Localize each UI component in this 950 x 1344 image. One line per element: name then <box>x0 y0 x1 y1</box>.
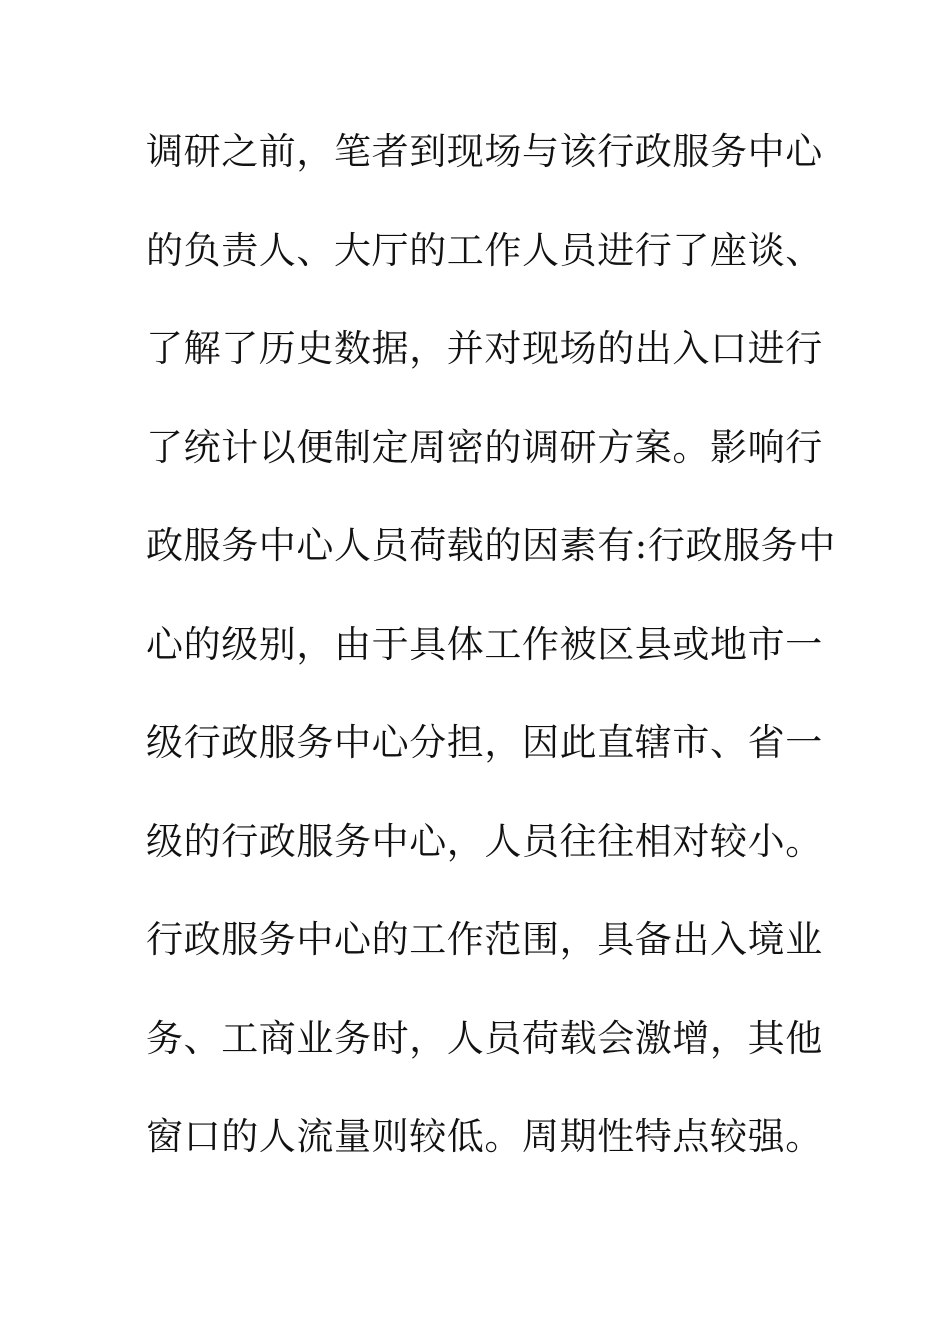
text-line: 窗口的人流量则较低。周期性特点较强。 <box>146 1115 823 1158</box>
text-line: 调研之前，笔者到现场与该行政服务中心 <box>146 130 823 173</box>
text-line: 务、工商业务时，人员荷载会激增，其他 <box>146 1016 823 1060</box>
text-line: 行政服务中心的工作范围，具备出入境业 <box>146 918 823 961</box>
text-line: 心的级别，由于具体工作被区县或地市一 <box>146 622 823 666</box>
text-line: 了统计以便制定周密的调研方案。影响行 <box>146 425 823 469</box>
text-line: 级行政服务中心分担，因此直辖市、省一 <box>146 721 823 764</box>
text-line: 政服务中心人员荷载的因素有:行政服务中 <box>146 524 836 567</box>
body-paragraph <box>146 122 836 1206</box>
text-line: 的负责人、大厅的工作人员进行了座谈、 <box>146 228 823 272</box>
text-line: 级的行政服务中心，人员往往相对较小。 <box>146 819 823 863</box>
text-line: 了解了历史数据，并对现场的出入口进行 <box>146 327 823 370</box>
